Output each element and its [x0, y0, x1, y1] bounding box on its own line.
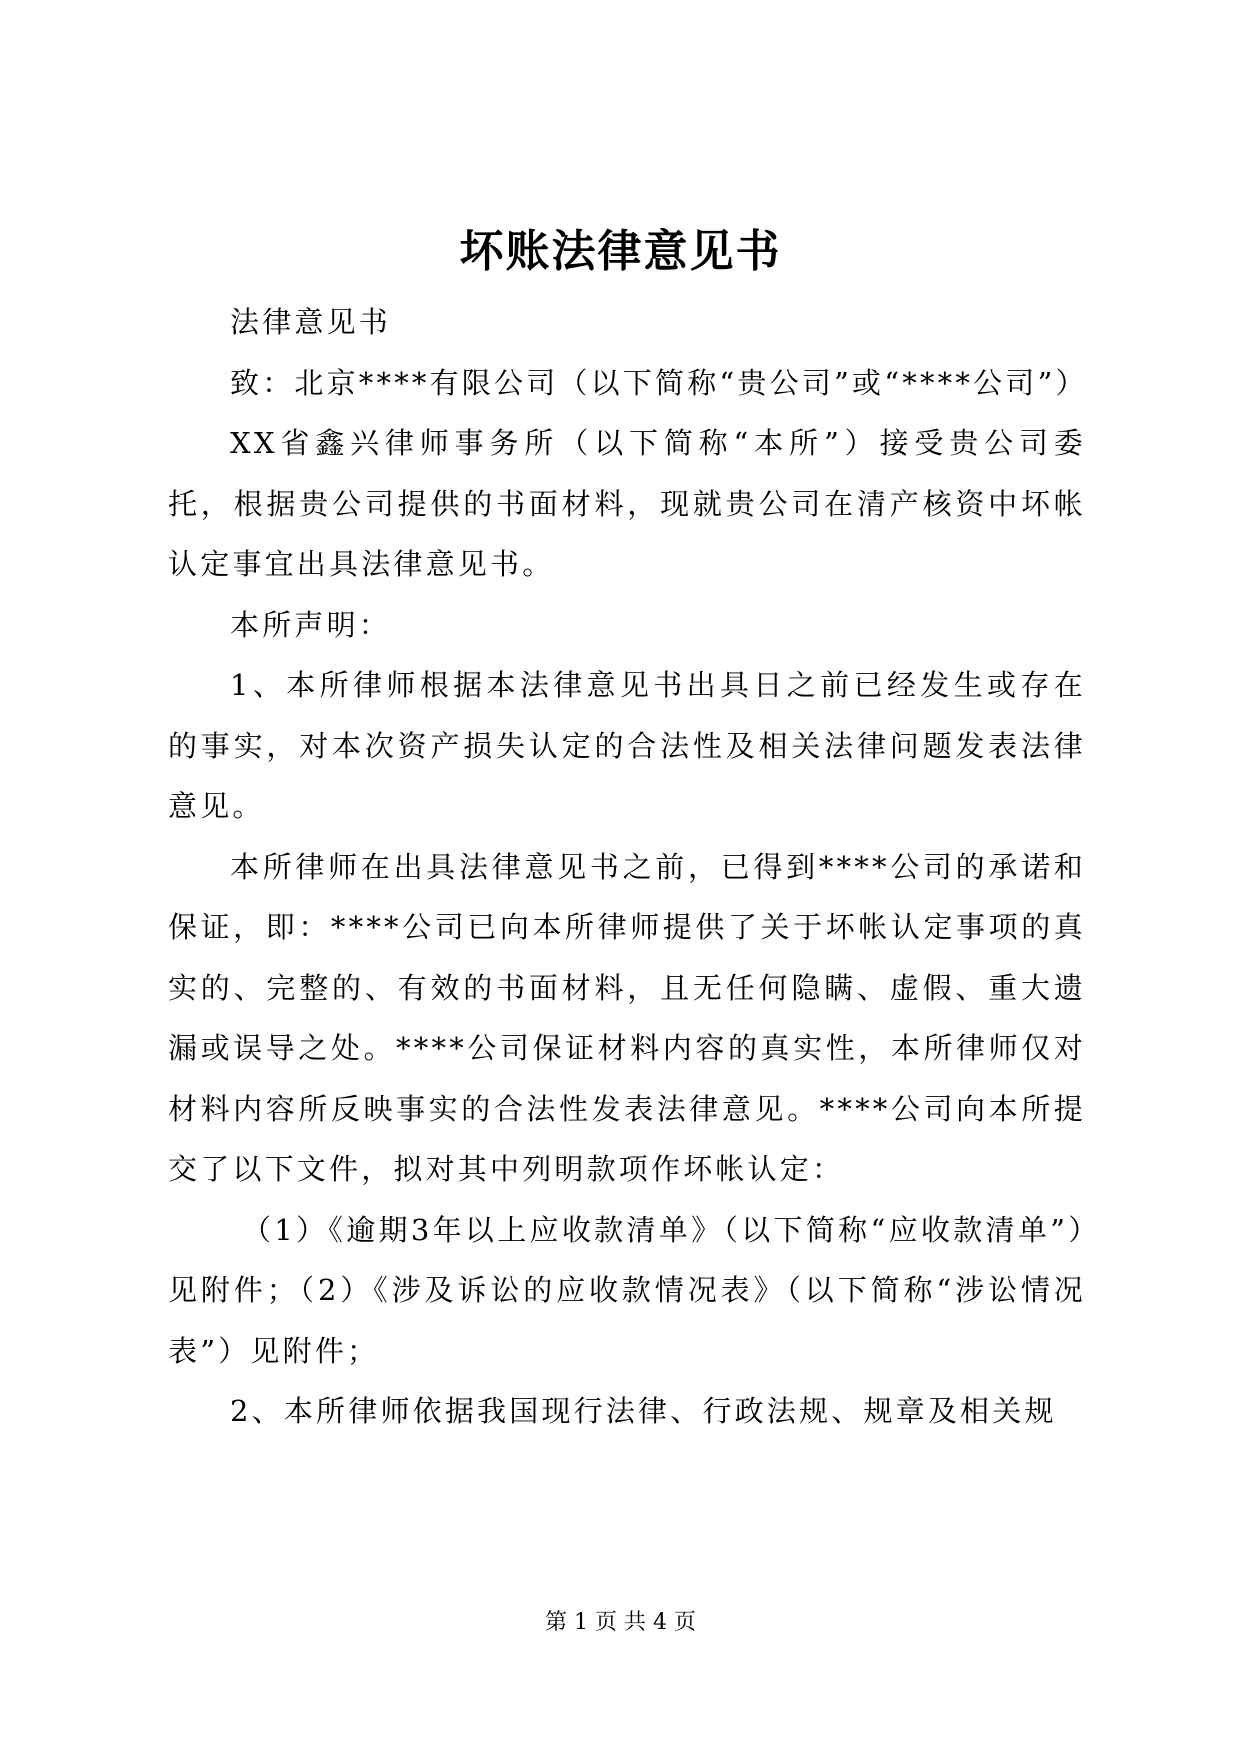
page-footer: 第 1 页 共 4 页 — [545, 1610, 696, 1635]
paragraph-attachments: （1）《逾期3年以上应收款清单》（以下简称“应收款清单”）见附件；（2）《涉及诉讼的应收款情况表》（以下简称“涉讼情况表”）见附件； — [168, 1212, 1086, 1368]
document-title: 坏账法律意见书 — [459, 226, 782, 277]
paragraph-item-1: 1、本所律师根据本法律意见书出具日之前已经发生或存在的事实，对本次资产损失认定的合法性及相关法律问题发表法律意见。 — [168, 668, 1086, 823]
paragraph-intro: XX省鑫兴律师事务所（以下简称“本所”）接受贵公司委托，根据贵公司提供的书面材料，现就贵公司在清产核资中坏帐认定事宜出具法律意见书。 — [168, 426, 1086, 581]
document-body — [168, 292, 1086, 1442]
paragraph-addressee: 致：北京****有限公司（以下简称“贵公司”或“****公司”） — [230, 365, 1088, 400]
paragraph-item-2: 2、本所律师依据我国现行法律、行政法规、规章及相关规 — [230, 1394, 1057, 1428]
paragraph-commitment: 本所律师在出具法律意见书之前，已得到****公司的承诺和保证，即：****公司已向本所律师提供了关于坏帐认定事项的真实的、完整的、有效的书面材料，且无任何隐瞒、虚假、重大遗漏或误导之处。****公司保证材料内容的真实性，本所律师仅对材料内容所反映事实的合法性发表法律意见。****公司向本所提交了以下文件，拟对其中列明款项作坏帐认定： — [168, 849, 1086, 1186]
paragraph-declaration-heading: 本所声明： — [230, 607, 392, 642]
paragraph-heading: 法律意见书 — [230, 305, 392, 339]
